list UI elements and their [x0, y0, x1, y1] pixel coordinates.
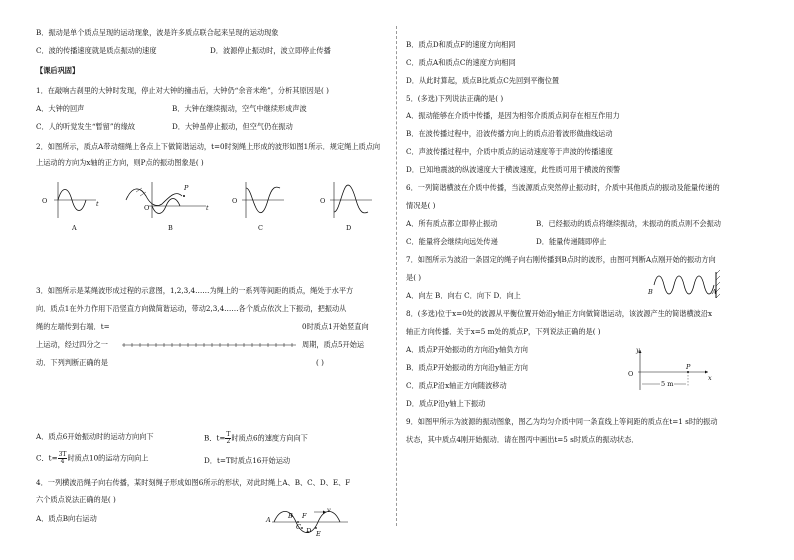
option-line: C．声波传播过程中，介质中质点的运动速度等于声波的传播速度: [406, 147, 613, 156]
question-5: 5．(多选)下列说法正确的是( ): [406, 94, 504, 103]
option-line: D．波源停止振动时，波立即停止传播: [210, 46, 331, 55]
point-c-label: C: [296, 523, 301, 531]
option-line: B．已经振动的质点将继续振动，未振动的质点则不会振动: [536, 219, 721, 228]
option-line: A．质点6开始振动时的运动方向向下: [36, 432, 154, 441]
question-6-cont: 情况是( ): [406, 201, 436, 210]
question-3-cont: 上运动，经过四分之一: [36, 340, 108, 349]
option-line: D．质点P沿y轴上下振动: [406, 399, 486, 408]
point-f-label: F: [302, 512, 307, 520]
question-3-cont: 周期，质点5开始运: [302, 340, 365, 349]
question-1: 1．在敲响古刹里的大钟时发现，停止对大钟的撞击后，大钟仍“余音未绝”，分析其原因是( ): [36, 86, 329, 95]
question-2-cont: 上运动的方向为x轴的正方向，则P点的振动图象是( ): [36, 158, 204, 167]
question-8: 8．(多选)位于x=0处的波源从平衡位置开始沿y轴正方向做简谐运动，该波源产生的简谐横波沿x: [406, 309, 713, 318]
axis-origin-label: O: [144, 204, 150, 212]
point-a-label: A: [712, 288, 717, 296]
figure-caption-b: B: [168, 224, 173, 232]
point-b-label: B: [288, 512, 293, 520]
question-3-cont: 绳的左端传到右端．t=: [36, 322, 110, 331]
question-4: 4．一列横波沿绳子向右传播，某时刻绳子形成如图6所示的形状，对此时绳上A、B、C、D、E、F: [36, 478, 351, 487]
option-prefix: B．t=: [204, 433, 226, 443]
option-line: C．能量将会继续向远处传递: [406, 237, 498, 246]
question-8-cont: 轴正方向传播．关于x=5 m处的质点P，下列说法正确的是( ): [406, 327, 601, 336]
point-p-label: P: [184, 184, 189, 192]
column-divider: [396, 26, 397, 526]
q2-graph-d: [326, 180, 376, 220]
point-d-label: D: [306, 527, 312, 535]
option-line: C．质点A和质点C的速度方向相同: [406, 58, 516, 67]
option-line: A．向左 B．向右 C．向下 D．向上: [406, 291, 521, 300]
question-4-cont: 六个质点说法正确的是( ): [36, 495, 116, 504]
option-line: D．能量传递随即停止: [536, 237, 607, 246]
option-line: C．质点P沿x轴正方向随波移动: [406, 381, 507, 390]
denominator: 4: [60, 458, 65, 465]
option-line: B．在波传播过程中，沿波传播方向上的质点沿着波形做曲线运动: [406, 129, 613, 138]
question-3-cont: 0时质点1开始竖直向: [302, 322, 369, 331]
numerator: T: [226, 431, 231, 438]
option-line: B．质点P开始振动的方向沿y轴正方向: [406, 363, 528, 372]
q2-graph-b: [122, 180, 208, 220]
axis-origin-label: O: [42, 197, 48, 205]
question-7-cont: 是( ): [406, 273, 422, 282]
axis-t-label: t: [96, 200, 99, 208]
option-line: C．人的听觉发生“暂留”的缘故: [36, 122, 136, 131]
option-line: B．振动是单个质点呈现的运动现象，波是许多质点联合起来呈现的运动现象: [36, 28, 279, 37]
question-3-cont: 动．下列判断正确的是: [36, 358, 108, 367]
option-line: D．从此时算起，质点B比质点C先回到平衡位置: [406, 76, 560, 85]
q2-graph-a: [50, 180, 100, 220]
point-p-label: P: [686, 363, 691, 371]
question-7: 7．如图所示为波沿一条固定的绳子向右刚传播到B点时的波形，由图可判断A点刚开始的振动方向: [406, 255, 716, 264]
q3-string-diagram: [120, 332, 298, 358]
option-line: D．大钟虽停止振动，但空气仍在振动: [172, 122, 293, 131]
question-9: 9．如图甲所示为波源的振动图象，图乙为均匀介质中同一条直线上等间距的质点在t=1 s时的振动: [406, 417, 718, 426]
figure-caption-d: D: [346, 224, 352, 232]
figure-caption-c: C: [258, 224, 263, 232]
axis-x-label: x: [708, 374, 712, 382]
axis-y-label: y: [636, 346, 640, 354]
point-b-label: B: [648, 288, 653, 296]
axis-origin-label: O: [628, 370, 634, 378]
point-a-label: A: [266, 516, 271, 524]
option-suffix: 时质点6的速度方向向下: [231, 433, 308, 443]
option-line: A．所有质点都立即停止振动: [406, 219, 498, 228]
option-prefix: C．t=: [36, 453, 58, 463]
axis-origin-label: O: [320, 197, 326, 205]
point-e-label: E: [316, 530, 321, 538]
option-line: C．波的传播速度就是质点振动的速度: [36, 46, 157, 55]
question-3: 3．如图所示是某绳波形成过程的示意图，1,2,3,4……为绳上的一系列等间距的质点，绳处于水平方: [36, 286, 354, 295]
denominator: 2: [226, 438, 231, 445]
option-line: A．质点B向右运动: [36, 514, 97, 523]
question-3-blank: ( ): [316, 358, 324, 367]
numerator: 3T: [58, 451, 67, 458]
option-line: B．质点D和质点F的速度方向相同: [406, 40, 516, 49]
figure-caption-a: A: [72, 224, 77, 232]
option-line: D．已知地震波的纵波速度大于横波速度，此性质可用于横波的预警: [406, 165, 621, 174]
velocity-v-label: v: [327, 506, 331, 514]
axis-t-label: t: [206, 204, 209, 212]
option-line: [36, 452, 148, 465]
axis-origin-label: O: [232, 197, 238, 205]
section-heading: 【课后巩固】: [36, 66, 80, 75]
q2-graph-c: [238, 180, 288, 220]
option-suffix: 时质点10的运动方向向上: [67, 453, 149, 463]
question-6: 6．一列简谐横波在介质中传播，当波源质点突然停止振动时，介质中其他质点的振动及能量传递的: [406, 183, 720, 192]
question-9-cont: 状态，其中质点4刚开始振动．请在图丙中画出t=5 s时质点的振动状态．: [406, 435, 639, 444]
option-line: A．质点P开始振动的方向沿y轴负方向: [406, 345, 528, 354]
question-2: 2．如图所示，质点A带动细绳上各点上下做简谐运动，t=0时刻绳上形成的波形如图1所示．规定绳上质点向: [36, 142, 381, 151]
question-3-cont: 向．质点1在外力作用下沿竖直方向做简谐运动，带动2,3,4……各个质点依次上下振动，把振动从: [36, 304, 347, 313]
option-line: D．t=T时质点16开始运动: [204, 456, 291, 465]
fraction: [58, 452, 68, 465]
option-line: A．大钟的回声: [36, 104, 85, 113]
option-line: A．振动能够在介质中传播，是因为相邻介质质点间存在相互作用力: [406, 111, 620, 120]
option-line: [204, 432, 308, 445]
distance-label: 5 m: [661, 380, 674, 388]
option-line: B．大钟在继续振动，空气中继续形成声波: [172, 104, 307, 113]
